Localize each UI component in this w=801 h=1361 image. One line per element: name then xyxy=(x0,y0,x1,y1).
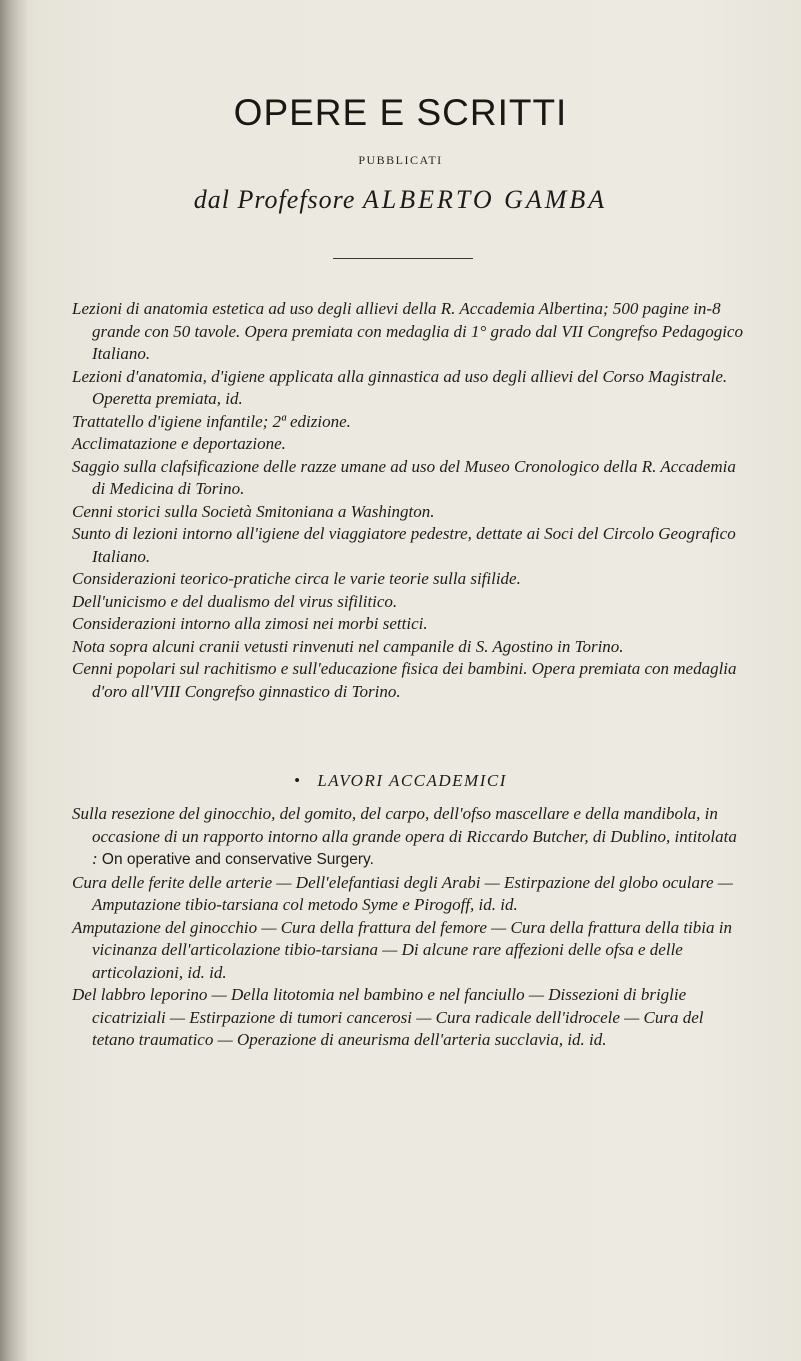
work-entry: Sunto di lezioni intorno all'igiene del viaggiatore pedestre, dettate ai Soci del Circolo Geografico Italiano. xyxy=(72,524,736,566)
academic-work-entry xyxy=(72,803,744,872)
work-entry: Acclimatazione e deportazione. xyxy=(72,434,286,453)
academic-work-text: Del labbro leporino — Della litotomia nel bambino e nel fanciullo — Dissezioni di briglie cicatriziali — Estirpazione di tumori cancerosi — Cura radicale dell'idrocele — Cura del tetano traumatico — Operazione di aneurisma dell'arteria succlavia, id. id. xyxy=(72,985,704,1049)
work-entry: Considerazioni teorico-pratiche circa le varie teorie sulla sifilide. xyxy=(72,569,521,588)
work-entry: Cenni storici sulla Società Smitoniana a Washington. xyxy=(72,501,435,521)
work-entry: Trattatello d'igiene infantile; 2ª edizione. xyxy=(72,411,351,431)
author-line xyxy=(0,185,801,215)
title-divider xyxy=(333,258,473,259)
academic-work-entry xyxy=(72,917,744,985)
work-entry: Lezioni di anatomia estetica ad uso degli allievi della R. Accademia Albertina; 500 pagine in-8 grande con 50 tavole. Opera premiata con medaglia di 1° grado dal VII Congrefso Pedagogico Italiano. xyxy=(72,299,743,363)
page-subtitle: PUBBLICATI xyxy=(358,153,443,167)
page-title: OPERE E SCRITTI xyxy=(233,92,568,133)
section-heading-academic xyxy=(0,771,801,791)
author-name: ALBERTO GAMBA xyxy=(362,185,608,214)
work-entry: Considerazioni intorno alla zimosi nei morbi settici. xyxy=(72,614,428,633)
academic-work-entry xyxy=(72,984,744,1052)
work-entry: Saggio sulla clafsificazione delle razze umane ad uso del Museo Cronologico della R. Accademia di Medicina di Torino. xyxy=(72,456,736,498)
academic-works-list xyxy=(72,803,744,1052)
academic-work-entry xyxy=(72,872,744,917)
section-heading-label: LAVORI ACCADEMICI xyxy=(317,771,507,790)
academic-work-text: Amputazione del ginocchio — Cura della frattura del femore — Cura della frattura della tibia in vicinanza dell'articolazione tibio-tarsiana — Di alcune rare affezioni delle ofsa e delle articolazioni, id. id. xyxy=(72,917,732,982)
work-entry: Nota sopra alcuni cranii vetusti rinvenuti nel campanile di S. Agostino in Torino. xyxy=(72,636,624,656)
academic-work-upright-title: On operative and conservative Surgery. xyxy=(101,851,374,868)
bullet-icon: • xyxy=(294,771,302,790)
work-entry: Cenni popolari sul rachitismo e sull'educazione fisica dei bambini. Opera premiata con medaglia d'oro all'VIII Congrefso ginnastico di Torino. xyxy=(72,659,737,701)
work-entry: Lezioni d'anatomia, d'igiene applicata alla ginnastica ad uso degli allievi del Corso Magistrale. Operetta premiata, id. xyxy=(72,366,728,408)
academic-work-text: Sulla resezione del ginocchio, del gomito, del carpo, dell'ofso mascellare e della mandibola, in occasione di un rapporto intorno alla grande opera di Riccardo Butcher, di Dublino, intitolata : xyxy=(72,804,737,868)
author-prefix: dal Profefsore xyxy=(193,185,356,214)
academic-work-text: Cura delle ferite delle arterie — Dell'elefantiasi degli Arabi — Estirpazione del globo oculare — Amputazione tibio-tarsiana col metodo Syme e Pirogoff, id. id. xyxy=(72,872,733,914)
works-list xyxy=(72,298,744,703)
work-entry: Dell'unicismo e del dualismo del virus sifilitico. xyxy=(72,591,398,611)
